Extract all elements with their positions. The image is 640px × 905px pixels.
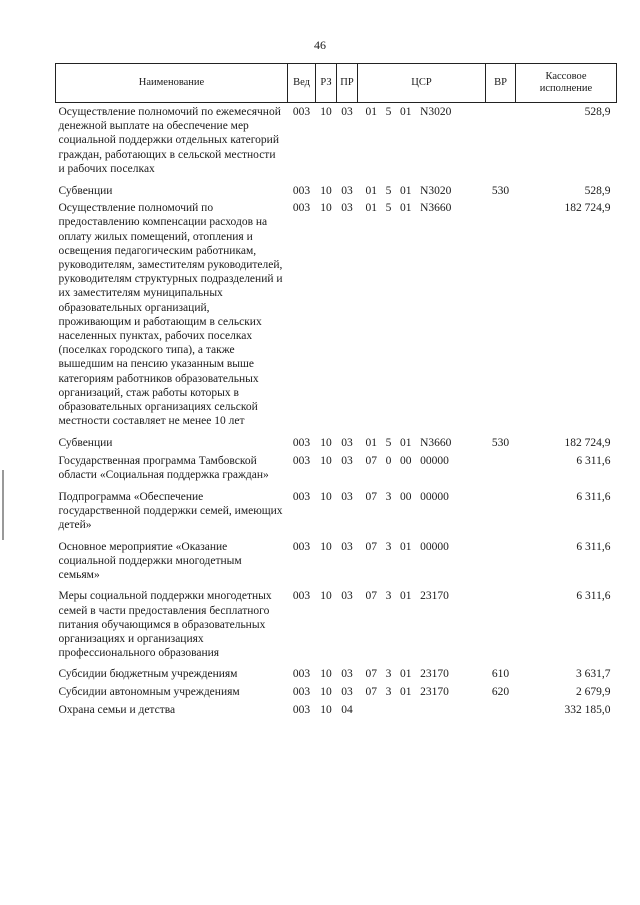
row-amount: 332 185,0 xyxy=(564,703,611,716)
row-name: Субсидии автономным учреждениям xyxy=(58,685,240,698)
row-rz: 10 xyxy=(320,454,332,467)
row-csr: 07 3 00 00000 xyxy=(365,491,449,504)
budget-table xyxy=(55,63,617,719)
row-vr xyxy=(486,484,516,534)
row-rz: 10 xyxy=(320,491,332,504)
row-name: Государственная программа Тамбовской области «Социальная поддержка граждан» xyxy=(58,454,269,481)
row-rz: 10 xyxy=(320,590,332,603)
row-ved: 003 xyxy=(292,590,311,603)
row-csr: 07 3 01 23170 xyxy=(365,590,449,603)
row-csr: 01 5 01 N3020 xyxy=(365,185,452,198)
row-ved: 003 xyxy=(292,703,311,716)
row-csr: 07 3 01 23170 xyxy=(365,668,449,681)
row-pr: 03 xyxy=(341,668,353,681)
row-vr xyxy=(486,103,516,179)
row-ved: 003 xyxy=(292,454,311,467)
row-pr: 03 xyxy=(341,454,353,467)
table-row xyxy=(56,452,617,484)
row-amount: 6 311,6 xyxy=(576,590,611,603)
row-name: Субвенции xyxy=(58,437,113,450)
row-pr: 03 xyxy=(341,685,353,698)
row-ved: 003 xyxy=(292,185,311,198)
row-vr: 530 xyxy=(491,185,510,198)
table-row xyxy=(56,583,617,661)
row-amount: 182 724,9 xyxy=(564,437,611,450)
row-rz: 10 xyxy=(320,685,332,698)
row-name: Осуществление полномочий по ежемесячной денежной выплате на обеспечение мер социальной поддержки отдельных категорий граждан, работающих в сельской местности и рабочих поселках xyxy=(58,106,281,175)
header-amount: Кассовое исполнение xyxy=(516,64,617,103)
row-pr: 03 xyxy=(341,106,353,118)
row-amount: 6 311,6 xyxy=(576,454,611,467)
row-pr: 03 xyxy=(341,437,353,450)
row-vr: 620 xyxy=(491,685,510,698)
row-rz: 10 xyxy=(320,437,332,450)
page-number: 46 xyxy=(314,38,326,52)
row-name: Подпрограмма «Обеспечение государственной поддержки семей, имеющих детей» xyxy=(58,491,283,532)
row-csr: 01 5 01 N3020 xyxy=(365,106,452,118)
row-pr: 03 xyxy=(341,185,353,198)
table-row xyxy=(56,534,617,584)
table-row xyxy=(56,178,617,199)
row-amount: 2 679,9 xyxy=(576,685,611,698)
row-name: Субвенции xyxy=(58,185,113,198)
header-rz: РЗ xyxy=(316,64,337,103)
row-rz: 10 xyxy=(320,703,332,716)
row-csr: 07 3 01 00000 xyxy=(365,540,449,553)
row-vr xyxy=(486,199,516,430)
row-vr xyxy=(486,534,516,584)
row-rz: 10 xyxy=(320,540,332,553)
row-csr xyxy=(358,701,486,719)
row-pr: 03 xyxy=(341,540,353,553)
row-ved: 003 xyxy=(292,106,311,118)
row-amount: 6 311,6 xyxy=(576,491,611,504)
row-amount: 182 724,9 xyxy=(564,202,611,215)
table-row xyxy=(56,683,617,701)
row-rz: 10 xyxy=(320,202,332,215)
table-row xyxy=(56,484,617,534)
table-row xyxy=(56,199,617,430)
table-header-row xyxy=(56,64,617,103)
row-vr: 530 xyxy=(491,437,510,450)
row-pr: 03 xyxy=(341,491,353,504)
scan-edge-mark xyxy=(2,470,4,540)
row-ved: 003 xyxy=(292,540,311,553)
row-name: Охрана семьи и детства xyxy=(58,703,176,716)
row-csr: 07 3 01 23170 xyxy=(365,685,449,698)
header-ved: Вед xyxy=(288,64,316,103)
table-row xyxy=(56,661,617,682)
row-csr: 01 5 01 N3660 xyxy=(365,202,452,215)
row-ved: 003 xyxy=(292,685,311,698)
header-csr: ЦСР xyxy=(358,64,486,103)
table-row xyxy=(56,103,617,179)
row-amount: 6 311,6 xyxy=(576,540,611,553)
row-vr xyxy=(486,583,516,661)
row-ved: 003 xyxy=(292,668,311,681)
row-vr xyxy=(486,701,516,719)
row-pr: 03 xyxy=(341,202,353,215)
row-name: Осуществление полномочий по предоставлению компенсации расходов на оплату жилых помещений, отопления и освещения педагогическим работникам, руководителям, заместителям руководителей, руководителям структурных подразделений и их заместителям муниципальных образовательных организаций, проживающим и работающим в сельских населенных пунктах, рабочих поселках (поселках городского типа), а также вышедшим на пенсию указанным выше категориям работников образовательных организаций, стаж работы которых в образовательных организациях сельской местности составляет не менее 10 лет xyxy=(58,202,283,428)
row-ved: 003 xyxy=(292,491,311,504)
row-amount: 528,9 xyxy=(584,106,611,118)
row-vr: 610 xyxy=(491,668,510,681)
row-csr: 01 5 01 N3660 xyxy=(365,437,452,450)
header-name: Наименование xyxy=(56,64,288,103)
row-rz: 10 xyxy=(320,106,332,118)
header-vr: ВР xyxy=(486,64,516,103)
row-csr: 07 0 00 00000 xyxy=(365,454,449,467)
row-name: Меры социальной поддержки многодетных семей в части предоставления бесплатного питания обучающимся в образовательных организациях и организациях профессионального образования xyxy=(58,590,272,660)
row-name: Субсидии бюджетным учреждениям xyxy=(58,668,238,681)
table-row xyxy=(56,701,617,719)
header-pr: ПР xyxy=(337,64,358,103)
row-amount: 528,9 xyxy=(584,185,611,198)
row-rz: 10 xyxy=(320,185,332,198)
row-ved: 003 xyxy=(292,437,311,450)
row-pr: 04 xyxy=(341,703,353,716)
table-row xyxy=(56,430,617,451)
row-pr: 03 xyxy=(341,590,353,603)
row-name: Основное мероприятие «Оказание социальной поддержки многодетным семьям» xyxy=(58,540,242,582)
row-vr xyxy=(486,452,516,484)
row-amount: 3 631,7 xyxy=(576,668,611,681)
row-rz: 10 xyxy=(320,668,332,681)
row-ved: 003 xyxy=(292,202,311,215)
